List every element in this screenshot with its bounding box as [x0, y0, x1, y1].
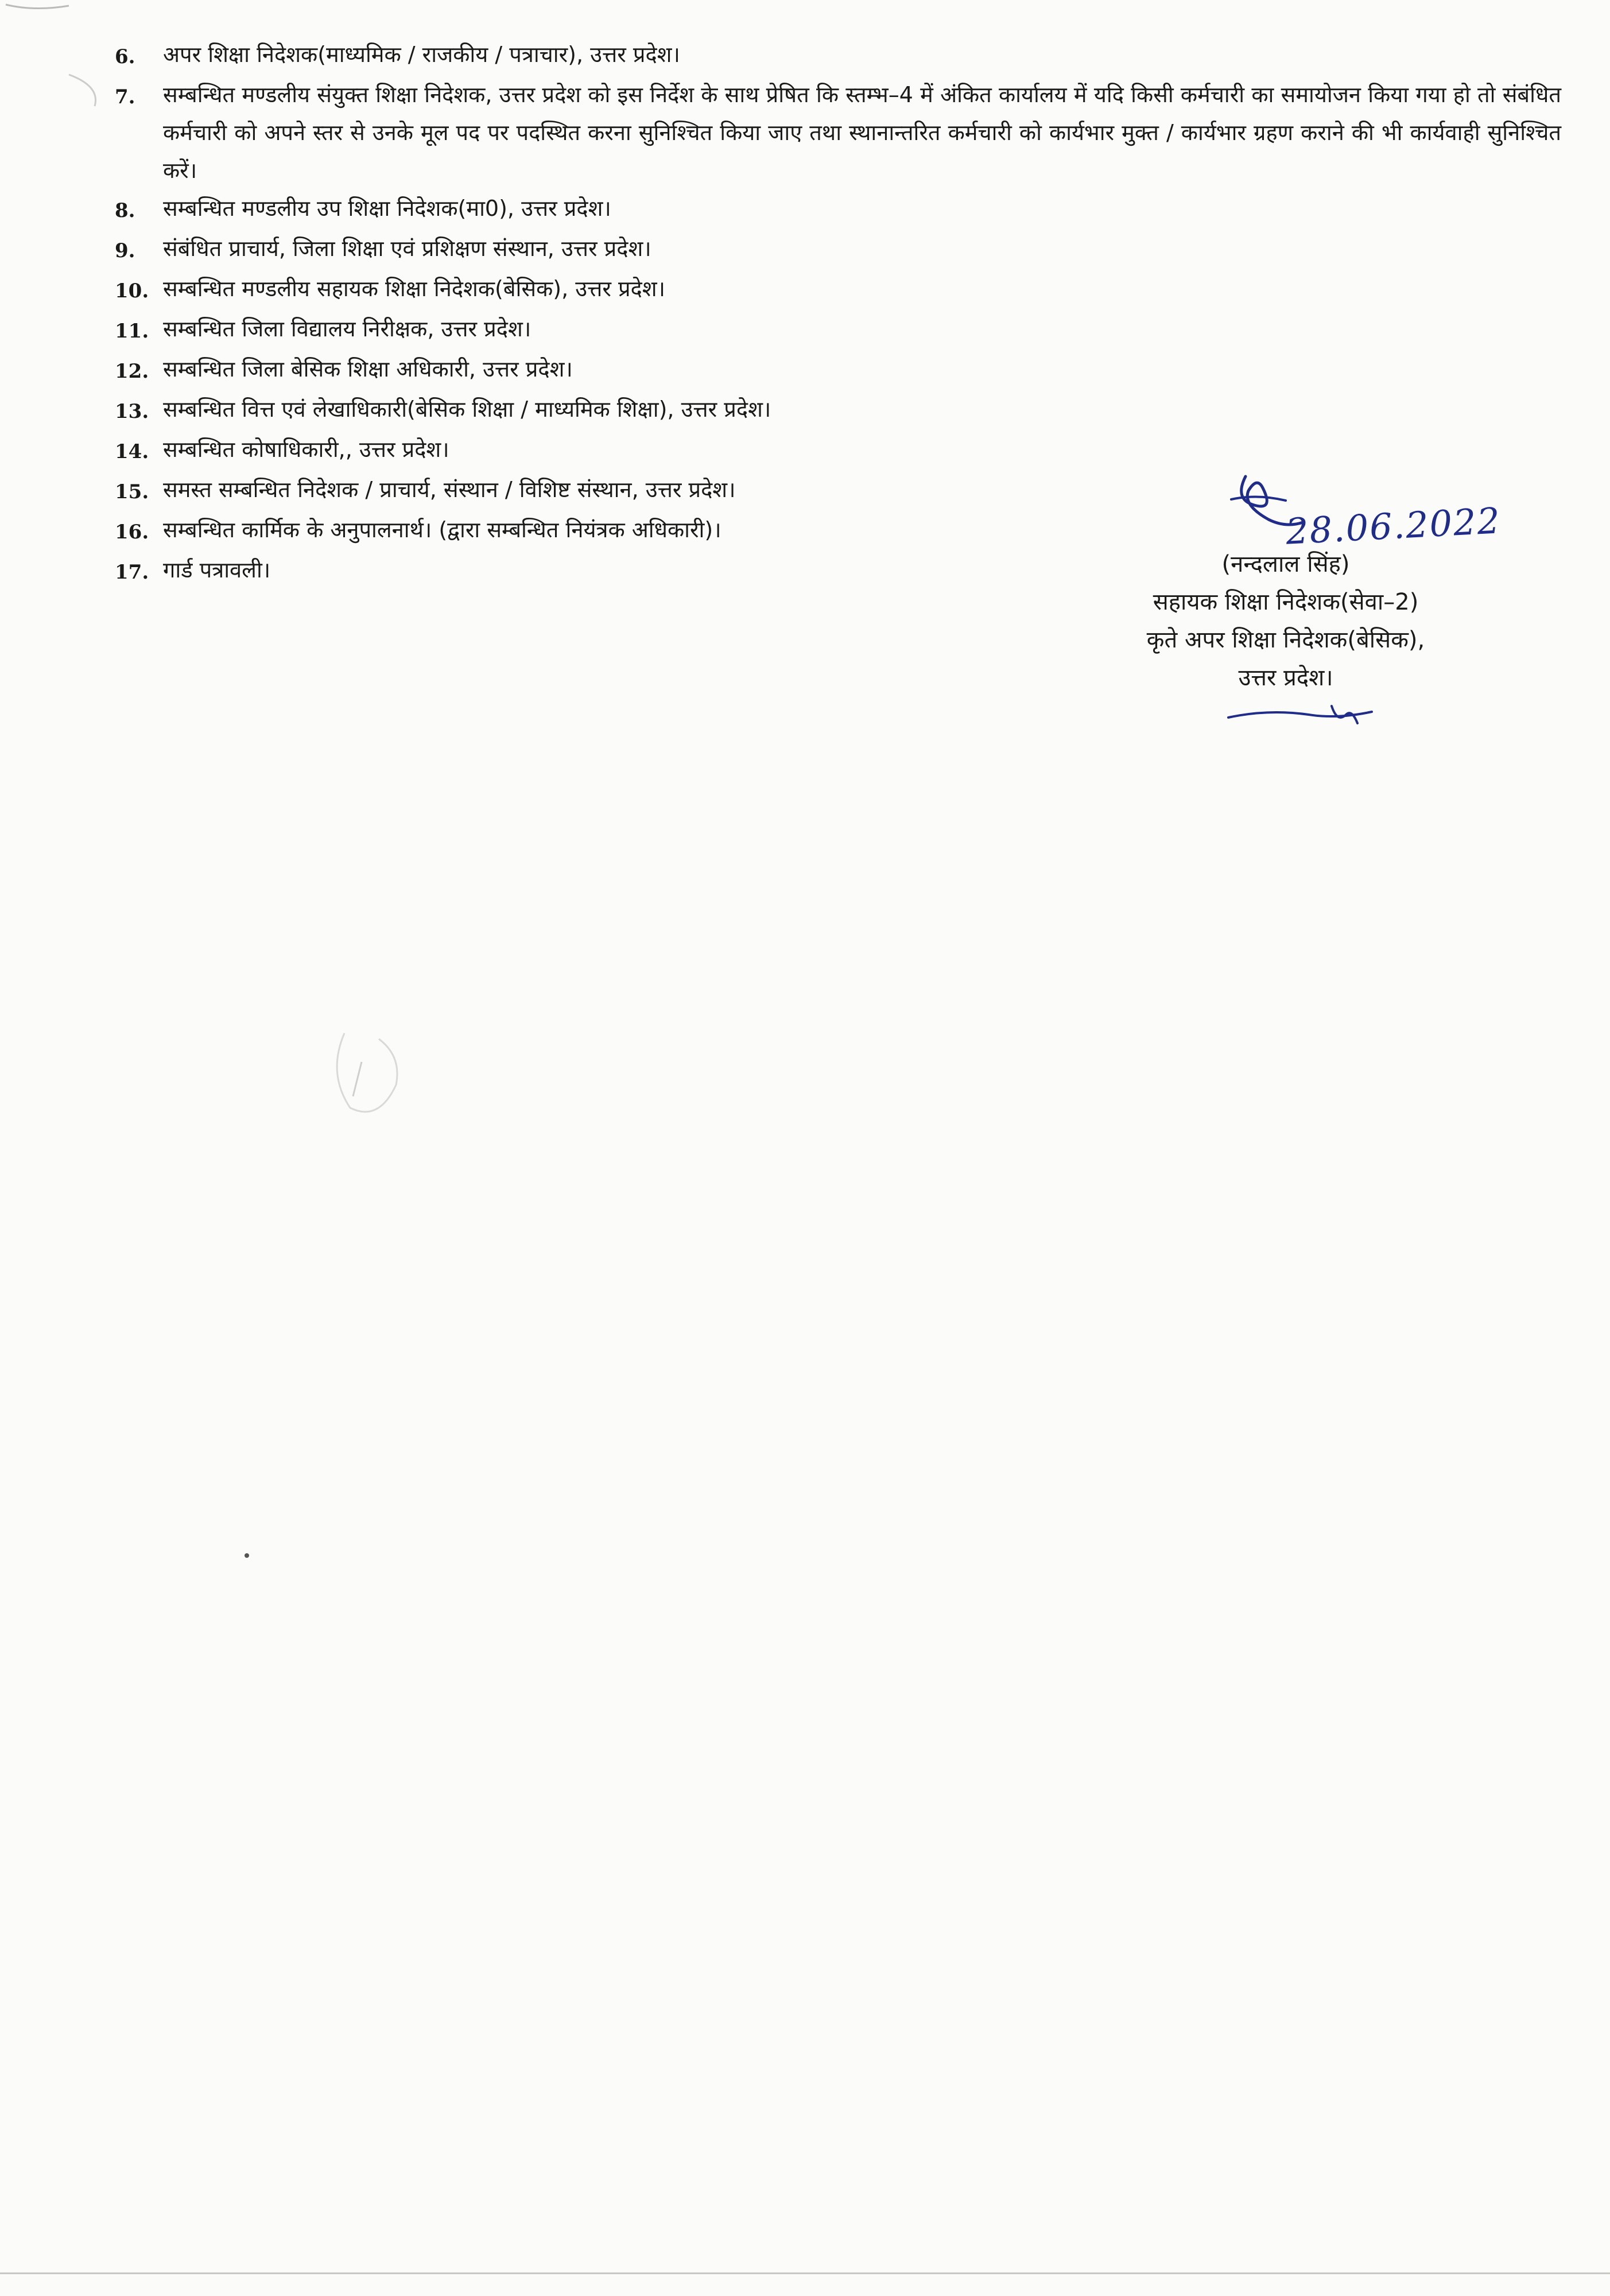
- list-item: [115, 270, 1561, 310]
- item-text: गार्ड पत्रावली।: [163, 557, 271, 583]
- handwritten-date: 28.06.2022: [1285, 499, 1502, 553]
- list-item: [115, 36, 1561, 76]
- item-number: 10.: [115, 280, 149, 302]
- item-text: अपर शिक्षा निदेशक(माध्यमिक / राजकीय / पत्राचार), उत्तर प्रदेश।: [163, 42, 680, 67]
- signatory-on-behalf: कृते अपर शिक्षा निदेशक(बेसिक),: [1146, 627, 1425, 653]
- signatory-designation: सहायक शिक्षा निदेशक(सेवा–2): [1153, 589, 1419, 615]
- item-text: समस्त सम्बन्धित निदेशक / प्राचार्य, संस्थान / विशिष्ट संस्थान, उत्तर प्रदेश।: [163, 477, 736, 502]
- item-number: 7.: [115, 86, 135, 108]
- scan-corner-marks: [0, 0, 115, 115]
- item-number: 15.: [115, 480, 149, 503]
- item-text: सम्बन्धित मण्डलीय संयुक्त शिक्षा निदेशक, उत्तर प्रदेश को इस निर्देश के साथ प्रेषित कि स्तम्भ–4 में अंकित कार्यालय में यदि किसी कर्मचारी का समायोजन किया गया हो तो संबंधित कर्मचारी को अपने स्तर से उनके मूल पद पर पदस्थित करना सुनिश्चित किया जाए तथा स्थानान्तरित कर्मचारी को कार्यभार मुक्त / कार्यभार ग्रहण कराने की भी कार्यवाही सुनिश्चित करें।: [163, 82, 1561, 183]
- item-text: सम्बन्धित कोषाधिकारी,, उत्तर प्रदेश।: [163, 437, 449, 462]
- item-number: 16.: [115, 521, 149, 544]
- item-text: सम्बन्धित जिला विद्यालय निरीक्षक, उत्तर प्रदेश।: [163, 316, 532, 342]
- item-text: सम्बन्धित कार्मिक के अनुपालनार्थ। (द्वारा सम्बन्धित नियंत्रक अधिकारी)।: [163, 517, 721, 542]
- item-text: सम्बन्धित मण्डलीय उप शिक्षा निदेशक(मा0), उत्तर प्रदेश।: [163, 196, 611, 221]
- list-item: [115, 189, 1561, 230]
- item-number: 14.: [115, 440, 149, 463]
- item-number: 13.: [115, 400, 149, 423]
- item-text: सम्बन्धित वित्त एवं लेखाधिकारी(बेसिक शिक्षा / माध्यमिक शिक्षा), उत्तर प्रदेश।: [163, 397, 771, 422]
- list-item: [115, 310, 1561, 350]
- signatory-name: (नन्दलाल सिंह): [1221, 551, 1350, 577]
- item-number: 8.: [115, 199, 135, 222]
- page-bottom-edge: [0, 2272, 1610, 2274]
- list-item: [115, 230, 1561, 270]
- initials-scribble: [1223, 697, 1395, 738]
- item-number: 6.: [115, 45, 135, 68]
- signature-block: [1056, 545, 1515, 697]
- item-text: संबंधित प्राचार्य, जिला शिक्षा एवं प्रशिक्षण संस्थान, उत्तर प्रदेश।: [163, 236, 651, 261]
- list-item: [115, 76, 1561, 189]
- list-item: [115, 390, 1561, 430]
- signatory-place: उत्तर प्रदेश।: [1238, 665, 1333, 691]
- ink-dot: [241, 1550, 253, 1561]
- list-item: [115, 350, 1561, 390]
- item-number: 17.: [115, 561, 149, 584]
- item-number: 9.: [115, 239, 135, 262]
- item-text: सम्बन्धित मण्डलीय सहायक शिक्षा निदेशक(बेसिक), उत्तर प्रदेश।: [163, 276, 666, 301]
- item-number: 11.: [115, 320, 149, 343]
- faint-pencil-mark: [321, 1022, 413, 1125]
- item-number: 12.: [115, 360, 149, 383]
- item-text: सम्बन्धित जिला बेसिक शिक्षा अधिकारी, उत्तर प्रदेश।: [163, 356, 573, 382]
